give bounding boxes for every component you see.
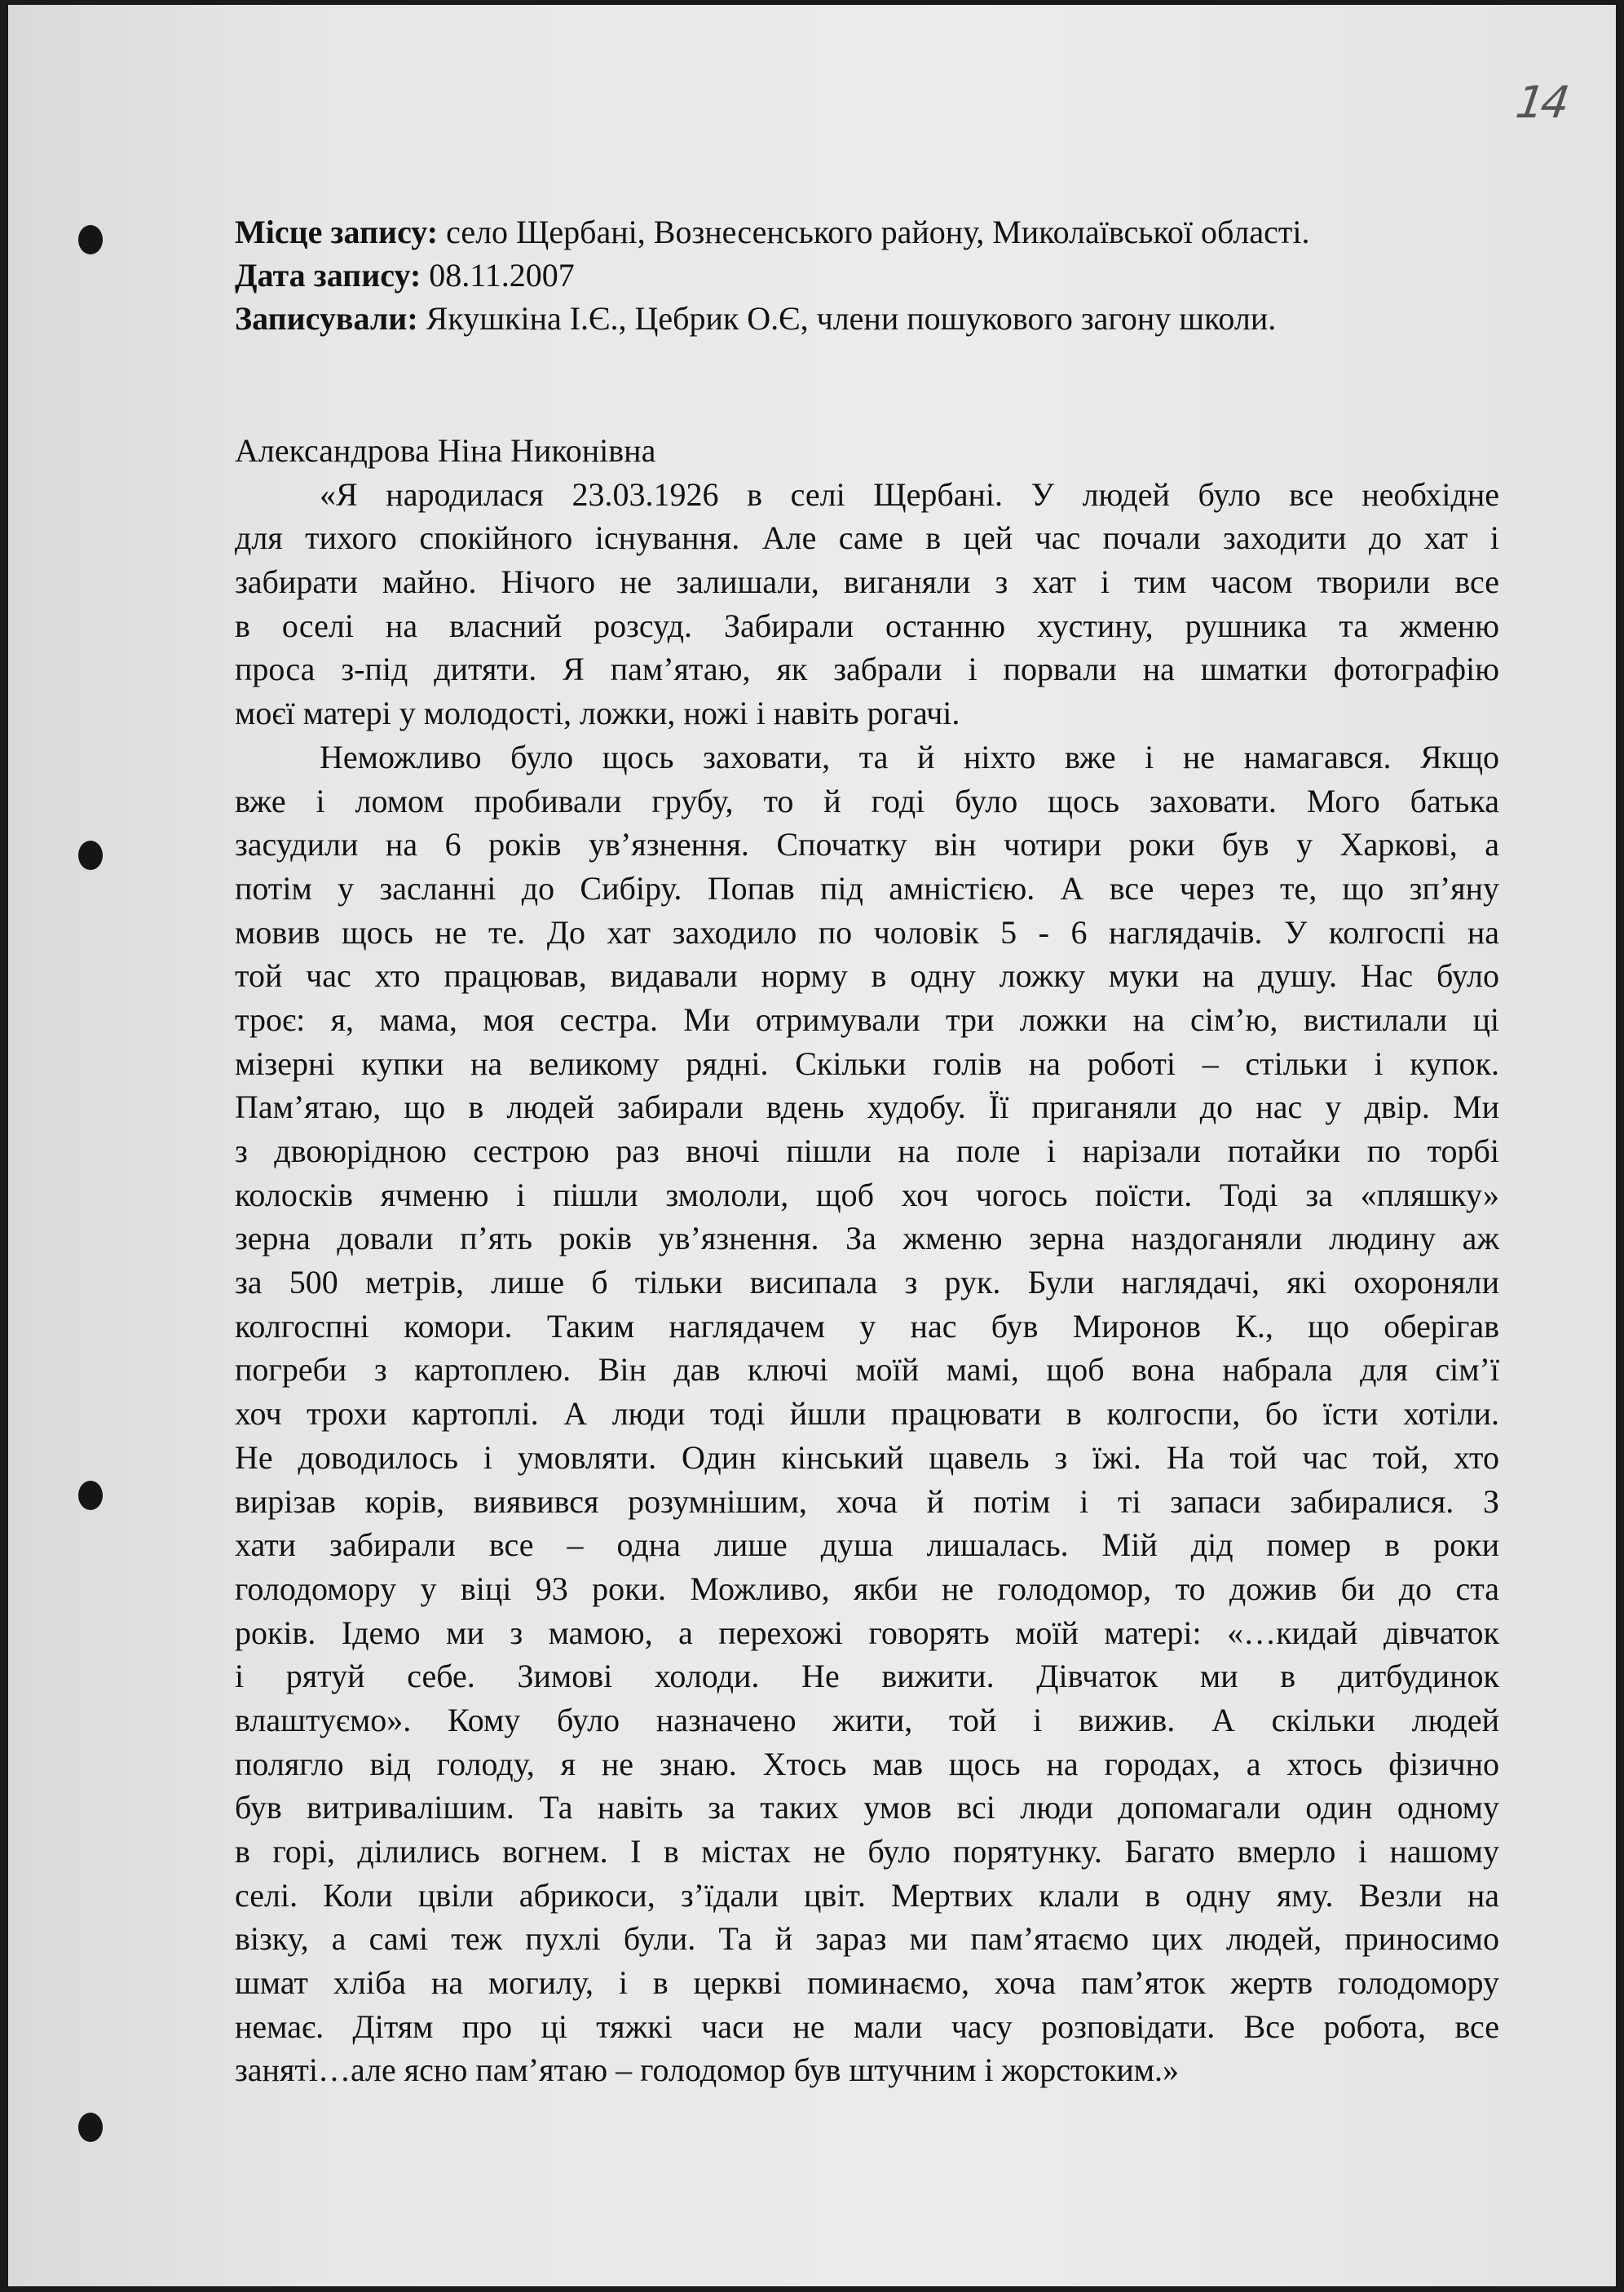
- place-line: [235, 210, 1539, 254]
- text-line: влаштуємо». Кому було назначено жити, той і вижив. А скільки людей: [235, 1701, 1499, 1738]
- date-label: Дата запису:: [235, 257, 421, 294]
- text-line: мовив щось не те. До хат заходило по чоловік 5 - 6 наглядачів. У колгоспі на: [235, 913, 1499, 951]
- text-line: і рятуй себе. Зимові холоди. Не вижити. Дівчаток ми в дитбудинок: [235, 1658, 1499, 1695]
- text-line: Не доводилось і умовляти. Один кінський щавель з їжі. На той час той, хто: [235, 1438, 1499, 1476]
- recorders-value: Якушкіна І.Є., Цебрик О.Є, члени пошукового загону школи.: [417, 300, 1277, 337]
- text-line: вже і ломом пробивали грубу, то й годі було щось заховати. Мого батька: [235, 782, 1499, 819]
- text-line: років. Ідемо ми з мамою, а перехожі говорять моїй матері: «…кидай дівчаток: [235, 1614, 1499, 1651]
- text-line: моєї матері у молодості, ложки, ножі і навіть рогачі.: [235, 695, 960, 732]
- text-line: колосків ячменю і пішли змололи, щоб хоч чогось поїсти. Тоді за «пляшку»: [235, 1176, 1499, 1213]
- text-line: погреби з картоплею. Він дав ключі моїй мамі, щоб вона набрала для сім’ї: [235, 1351, 1499, 1389]
- text-line: проса з-під дитяти. Я пам’ятаю, як забрали і порвали на шматки фотографію: [235, 651, 1499, 688]
- date-line: [235, 254, 1539, 297]
- punch-hole: [78, 1481, 103, 1510]
- text-line: хоч трохи картоплі. А люди тоді йшли працювати в колгоспи, бо їсти хотіли.: [235, 1395, 1499, 1433]
- recorders-line: [235, 297, 1539, 340]
- text-line: в оселі на власний розсуд. Забирали останню хустину, рушника та жменю: [235, 607, 1499, 644]
- text-line: засудили на 6 років ув’язнення. Спочатку він чотири роки був у Харкові, а: [235, 826, 1499, 863]
- text-line: забирати майно. Нічого не залишали, виганяли з хат і тим часом творили все: [235, 563, 1499, 601]
- handwritten-page-number: 14: [1512, 77, 1570, 128]
- text-line: колгоспні комори. Таким наглядачем у нас був Миронов К., що оберігав: [235, 1307, 1499, 1345]
- text-line: за 500 метрів, лише б тільки висипала з рук. Були наглядачі, які охороняли: [235, 1264, 1499, 1301]
- text-line: заняті…але ясно пам’ятаю – голодомор був штучним і жорстоким.»: [235, 2051, 1180, 2089]
- text-line: голодомору у віці 93 роки. Можливо, якби не голодомор, то дожив би до ста: [235, 1570, 1499, 1607]
- testimony-body: [235, 429, 1499, 2092]
- text-line: візку, а самі теж пухлі були. Та й зараз ми пам’ятаємо цих людей, приносимо: [235, 1920, 1499, 1958]
- text-line: селі. Коли цвіли абрикоси, з’їдали цвіт. Мертвих клали в одну яму. Везли на: [235, 1876, 1499, 1914]
- record-header: [235, 210, 1539, 340]
- narrator-name: Александрова Ніна Никонівна: [235, 432, 656, 469]
- text-line: шмат хліба на могилу, і в церкві поминаємо, хоча пам’яток жертв голодомору: [235, 1964, 1499, 2002]
- text-line: потім у засланні до Сибіру. Попав під амністією. А все через те, що зп’яну: [235, 869, 1499, 907]
- place-label: Місце запису:: [235, 214, 439, 250]
- text-line: Пам’ятаю, що в людей забирали вдень худобу. Її приганяли до нас у двір. Ми: [235, 1089, 1499, 1126]
- text-line: Неможливо було щось заховати, та й ніхто вже і не намагався. Якщо: [320, 738, 1499, 775]
- text-line: мізерні купки на великому рядні. Скільки голів на роботі – стільки і купок.: [235, 1044, 1499, 1082]
- text-line: для тихого спокійного існування. Але саме в цей час почали заходити до хат і: [235, 519, 1499, 557]
- text-line: зерна довали п’ять років ув’язнення. За жменю зерна наздоганяли людину аж: [235, 1220, 1499, 1257]
- punch-hole: [78, 2113, 103, 2142]
- text-line: той час хто працював, видавали норму в одну ложку муки на душу. Нас було: [235, 957, 1499, 995]
- text-line: немає. Дітям про ці тяжкі часи не мали часу розповідати. Все робота, все: [235, 2007, 1499, 2045]
- text-line: полягло від голоду, я не знаю. Хтось мав щось на городах, а хтось фізично: [235, 1745, 1499, 1782]
- text-line: в горі, ділились вогнем. І в містах не було порятунку. Багато вмерло і нашому: [235, 1833, 1499, 1870]
- text-line: з двоюрідною сестрою раз вночі пішли на поле і нарізали потайки по торбі: [235, 1133, 1499, 1169]
- text-line: хати забирали все – одна лише душа лишалась. Мій дід помер в роки: [235, 1526, 1499, 1564]
- recorders-label: Записували:: [235, 300, 418, 337]
- text-line: «Я народилася 23.03.1926 в селі Щербані. У людей було все необхідне: [320, 475, 1499, 513]
- date-value: 08.11.2007: [421, 257, 575, 294]
- place-value: село Щербані, Вознесенського району, Миколаївської області.: [438, 214, 1310, 250]
- punch-hole: [78, 841, 103, 870]
- document-page: [8, 5, 1616, 2286]
- text-line: був витривалішим. Та навіть за таких умов всі люди допомагали один одному: [235, 1789, 1499, 1826]
- punch-hole: [78, 225, 103, 254]
- text-line: вирізав корів, виявився розумнішим, хоча й потім і ті запаси забиралися. З: [235, 1482, 1499, 1520]
- text-line: троє: я, мама, моя сестра. Ми отримували три ложки на сім’ю, вистилали ці: [235, 1000, 1499, 1038]
